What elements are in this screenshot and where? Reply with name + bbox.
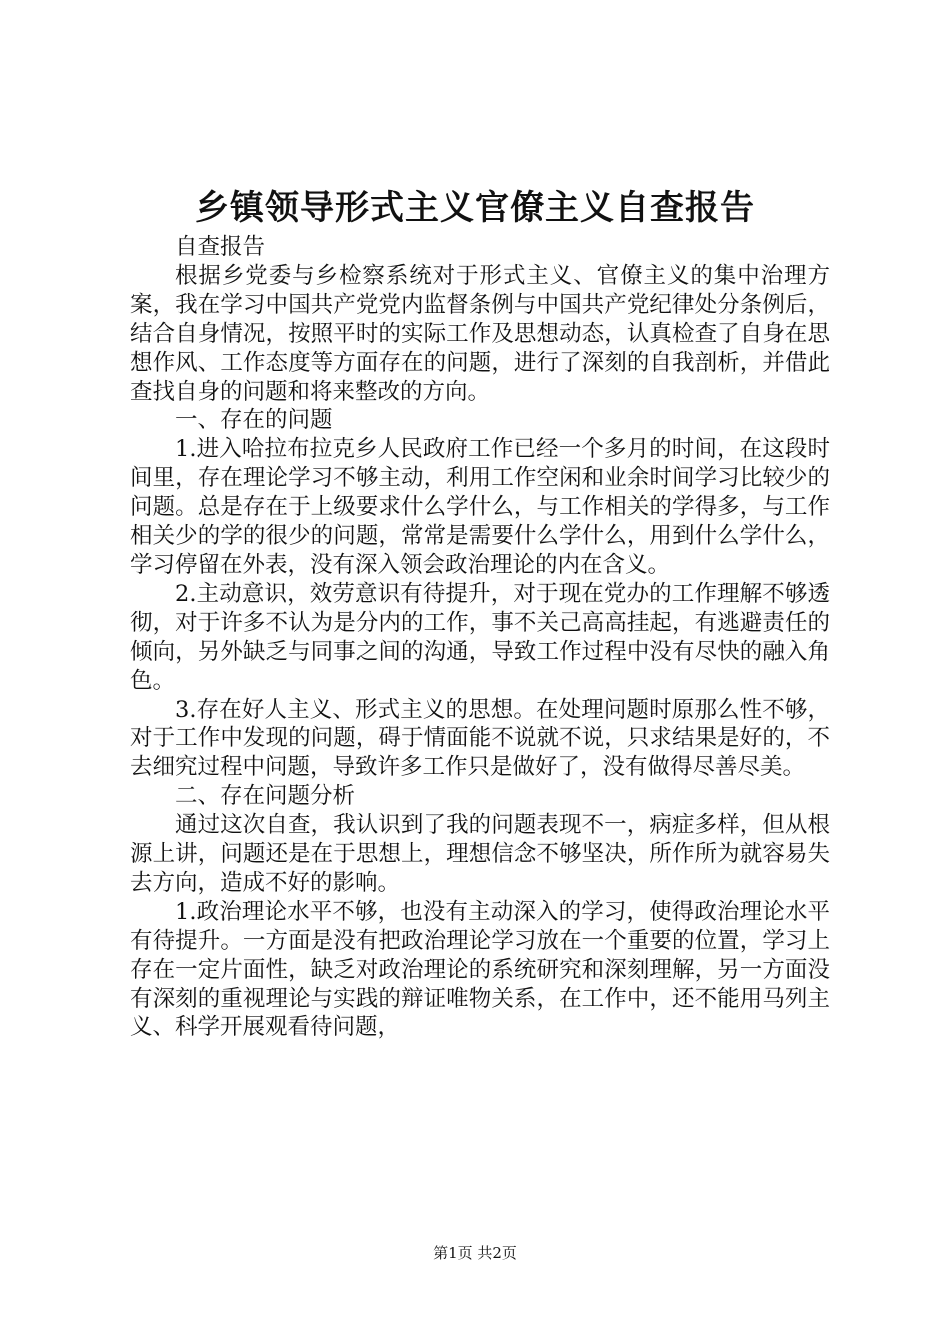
section-heading-problems: 一、存在的问题	[175, 407, 333, 434]
section-heading-analysis: 二、存在问题分析	[175, 783, 356, 810]
page-number-footer: 第1页 共2页	[433, 1244, 517, 1262]
paragraph-problem-2: 2.主动意识，效劳意识有待提升，对于现在党办的工作理解不够透彻，对于许多不认为是分内的工作，事不关己高高挂起，有逃避责任的倾向，另外缺乏与同事之间的沟通，导致工作过程中没有尽快的融入角色。	[130, 580, 830, 694]
paragraph-intro: 根据乡党委与乡检察系统对于形式主义、官僚主义的集中治理方案，我在学习中国共产党党内监督条例与中国共产党纪律处分条例后，结合自身情况，按照平时的实际工作及思想动态，认真检查了自身在思想作风、工作态度等方面存在的问题，进行了深刻的自我剖析，并借此查找自身的问题和将来整改的方向。	[130, 262, 830, 405]
paragraph-heading-report: 自查报告	[175, 234, 266, 260]
paragraph-problem-3: 3.存在好人主义、形式主义的思想。在处理问题时原那么性不够，对于工作中发现的问题，碍于情面能不说就不说，只求结果是好的，不去细究过程中问题，导致许多工作只是做好了，没有做得尽善尽美。	[130, 696, 830, 781]
paragraph-analysis-intro: 通过这次自查，我认识到了我的问题表现不一，病症多样，但从根源上讲，问题还是在于思想上，理想信念不够坚决，所作所为就容易失去方向，造成不好的影响。	[130, 812, 830, 896]
document-body	[130, 233, 830, 1042]
paragraph-analysis-1: 1.政治理论水平不够，也没有主动深入的学习，使得政治理论水平有待提升。一方面是没有把政治理论学习放在一个重要的位置，学习上存在一定片面性，缺乏对政治理论的系统研究和深刻理解，另一方面没有深刻的重视理论与实践的辩证唯物关系，在工作中，还不能用马列主义、科学开展观看待问题，	[130, 898, 830, 1041]
paragraph-problem-1: 1.进入哈拉布拉克乡人民政府工作已经一个多月的时间，在这段时间里，存在理论学习不够主动，利用工作空闲和业余时间学习比较少的问题。总是存在于上级要求什么学什么，与工作相关的学得多，与工作相关少的学的很少的问题，常常是需要什么学什么，用到什么学什么，学习停留在外表，没有深入领会政治理论的内在含义。	[130, 436, 830, 578]
document-title: 乡镇领导形式主义官僚主义自查报告	[195, 188, 755, 228]
